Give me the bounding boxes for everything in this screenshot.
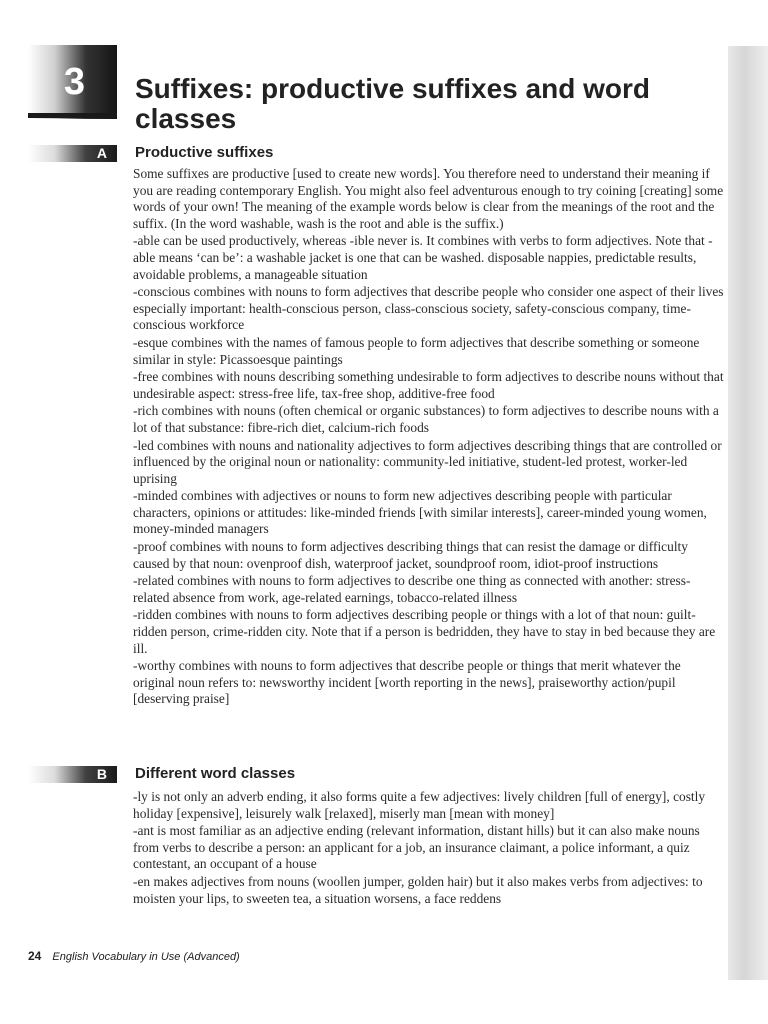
unit-number-block [28,45,117,119]
paragraph: -ant is most familiar as an adjective ending (relevant information, distant hills) but it can also make nouns from verbs to describe a person: an applicant for a job, an insurance claimant, a police informant, a quiz contestant, an occupant of a house [133,823,700,872]
unit-rule [28,113,117,118]
scan-page-edge [728,46,768,980]
paragraph: -conscious combines with nouns to form adjectives that describe people who consider one aspect of their lives especially important: health-conscious person, class-conscious society, safety-conscious company, time-conscious workforce [133,284,724,333]
paragraph: -free combines with nouns describing something undesirable to form adjectives to describe nouns without that undesirable aspect: stress-free life, tax-free shop, additive-free food [133,369,724,401]
paragraph: -ridden combines with nouns to form adjectives describing people or things with a lot of that noun: guilt-ridden person, crime-ridden city. Note that if a person is bedridden, they have to stay in bed because they are ill. [133,607,716,656]
section-b-title: Different word classes [135,765,296,782]
unit-number: 3 [63,61,85,103]
section-a-title: Productive suffixes [135,144,274,161]
section-a-letter: A [96,145,107,161]
page-title: Suffixes: productive suffixes and word classes [135,73,650,134]
section-a-marker [28,145,117,162]
paragraph: -related combines with nouns to form adjectives to describe one thing as connected with another: stress-related absence from work, age-related earnings, tobacco-related illness [133,573,691,605]
paragraph: -ly is not only an adverb ending, it also forms quite a few adjectives: lively children [full of energy], costly holiday [expensive], leisurely walk [relaxed], miserly man [mean with money] [133,789,706,821]
paragraph: Some suffixes are productive [used to create new words]. You therefore need to understand their meaning if you are reading contemporary English. You might also feel adventurous enough to try coining [creating] some words of your own! The meaning of the example words below is clear from the meanings of the root and the suffix. (In the word washable, wash is the root and able is the suffix.) [133,166,724,231]
section-a-body [133,166,725,709]
paragraph: -proof combines with nouns to form adjectives describing things that can resist the damage or difficulty caused by that noun: ovenproof dish, waterproof jacket, soundproof room, idiot-proof instructions [133,539,688,571]
paragraph: -worthy combines with nouns to form adjectives that describe people or things that merit whatever the original noun refers to: newsworthy incident [worth reporting in the news], praiseworthy action/pupil [deserving praise] [133,658,681,707]
section-b-body [133,789,725,908]
page-number: 24 [28,949,42,963]
section-b-letter: B [96,766,107,782]
page-footer [28,949,240,963]
section-b-marker [28,766,117,783]
paragraph: -esque combines with the names of famous people to form adjectives that describe something or someone similar in style: Picassoesque paintings [133,334,700,367]
paragraph: -minded combines with adjectives or nouns to form new adjectives describing people with particular characters, opinions or attitudes: like-minded friends [with similar interests], career-minded young women, money-minded managers [133,488,707,537]
paragraph: -led combines with nouns and nationality adjectives to form adjectives describing things that are controlled or influenced by the original noun or nationality: community-led initiative, student-led protest, worker-led uprising [133,437,722,486]
paragraph: -en makes adjectives from nouns (woollen jumper, golden hair) but it also makes verbs from adjectives: to moisten your lips, to sweeten tea, a situation worsens, a face reddens [133,873,703,906]
paragraph: -rich combines with nouns (often chemical or organic substances) to form adjectives to describe nouns with a lot of that substance: fibre-rich diet, calcium-rich foods [133,403,719,435]
paragraph: -able can be used productively, whereas -ible never is. It combines with verbs to form adjectives. Note that -able means ‘can be’: a washable jacket is one that can be washed. disposable nappies, predictable results, avoidable problems, a manageable situation [133,233,713,282]
book-title: English Vocabulary in Use (Advanced) [52,951,240,963]
